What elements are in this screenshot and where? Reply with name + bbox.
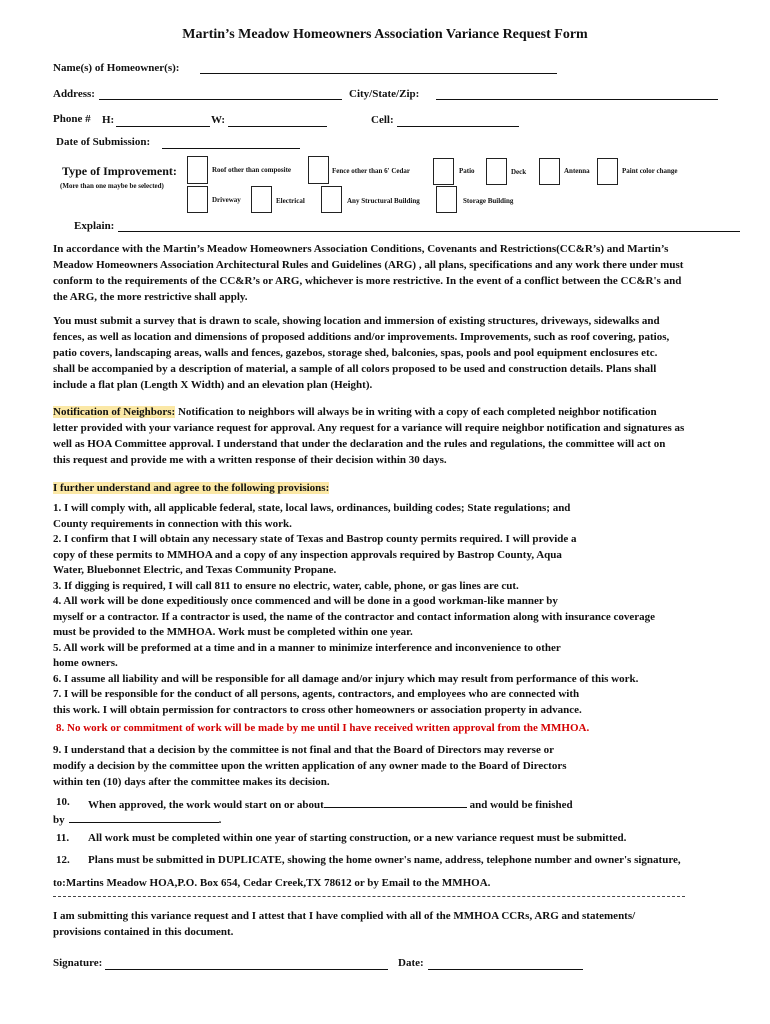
- provision-9-line-3: within ten (10) days after the committee makes its decision.: [53, 776, 330, 788]
- explain-label: Explain:: [74, 220, 115, 232]
- provision-11-text: All work must be completed within one year of starting construction, or a new variance request must be submitted.: [88, 832, 627, 844]
- provision-4-line-2: myself or a contractor. If a contractor is used, the name of the contractor and contact information along with insurance coverage: [53, 610, 656, 623]
- address-field[interactable]: [99, 86, 342, 100]
- home-phone-field[interactable]: [116, 113, 210, 127]
- neighbor-line-4: this request and provide me with a written response of their decision within 30 days.: [53, 454, 447, 466]
- provision-12-number: 12.: [56, 854, 70, 866]
- provisions-heading: I further understand and agree to the following provisions:: [53, 482, 330, 494]
- checkbox-fence[interactable]: [308, 156, 329, 184]
- survey-requirements-paragraph: [53, 313, 758, 393]
- type-of-improvement-label: Type of Improvement:: [62, 164, 177, 178]
- city-state-zip-field[interactable]: [436, 86, 718, 100]
- neighbor-line-1: Notification to neighbors will always be in writing with a copy of each completed neighbor notification: [175, 406, 657, 418]
- neighbor-line-3: well as HOA Committee approval. I understand that under the declaration and the rules and regulations, the committee will act on: [53, 438, 666, 450]
- checkbox-electrical[interactable]: [251, 186, 272, 213]
- provision-4-line-3: must be provided to the MMHOA. Work must be completed within one year.: [53, 626, 413, 638]
- provision-7-line-2: this work. I will obtain permission for contractors to cross other homeowners or association property in advance.: [53, 703, 582, 716]
- homeowner-names-field[interactable]: [200, 60, 557, 74]
- attest-line-1: I am submitting this variance request and I attest that I have complied with all of the MMHOA CCRs, ARG and statements/: [53, 910, 636, 922]
- ccr-line-4: the ARG, the more restrictive shall apply.: [53, 291, 248, 303]
- separator-line: [53, 896, 685, 897]
- date-of-submission-field[interactable]: [162, 135, 300, 149]
- option-fence-label: Fence other than 6' Cedar: [332, 167, 411, 175]
- option-roof-label: Roof other than composite: [212, 166, 292, 174]
- signature-field[interactable]: [105, 956, 388, 970]
- work-phone-field[interactable]: [228, 113, 327, 127]
- survey-line-1: You must submit a survey that is drawn to scale, showing location and immersion of existing structures, driveways, sidewalks and: [53, 315, 660, 327]
- neighbor-notification-paragraph: [53, 404, 758, 468]
- provision-12-text: Plans must be submitted in DUPLICATE, showing the home owner's name, address, telephone number and owner's signature,: [88, 854, 681, 866]
- checkbox-deck[interactable]: [486, 158, 507, 185]
- provision-9-line-2: modify a decision by the committee upon the written application of any owner made to the Board of Directors: [53, 760, 567, 772]
- provision-3-line-1: 3. If digging is required, I will call 811 to ensure no electric, water, cable, phone, or gas lines are cut.: [53, 579, 519, 592]
- city-state-zip-label: City/State/Zip:: [349, 88, 420, 100]
- cell-phone-label: Cell:: [371, 114, 394, 126]
- provision-10-line-1: [88, 796, 573, 811]
- provision-6-line-1: 6. I assume all liability and will be responsible for all damage and/or injury which may result from performance of this work.: [53, 672, 639, 685]
- checkbox-roof[interactable]: [187, 156, 208, 184]
- home-phone-label: H:: [102, 114, 115, 126]
- date-label: Date:: [398, 957, 424, 969]
- provision-10-by: by: [53, 814, 65, 826]
- provision-1-line-1: 1. I will comply with, all applicable federal, state, local laws, ordinances, building codes; State regulations; and: [53, 502, 571, 514]
- ccr-line-1: In accordance with the Martin’s Meadow Homeowners Association Conditions, Covenants and Restrictions(CC&R’s) and Martin’s: [53, 243, 669, 255]
- neighbor-notification-heading: Notification of Neighbors:: [53, 406, 176, 418]
- mailing-address: to:Martins Meadow HOA,P.O. Box 654, Cedar Creek,TX 78612 or by Email to the MMHOA.: [53, 877, 491, 889]
- checkbox-patio[interactable]: [433, 158, 454, 185]
- cell-phone-field[interactable]: [397, 113, 519, 127]
- survey-line-5: include a flat plan (Length X Width) and an elevation plan (Height).: [53, 379, 373, 391]
- provision-2-line-1: 2. I confirm that I will obtain any necessary state of Texas and Bastrop county permits required. I will provide a: [53, 533, 577, 545]
- provision-8: 8. No work or commitment of work will be made by me until I have received written approval from the MMHOA.: [56, 722, 590, 734]
- option-deck-label: Deck: [511, 168, 527, 176]
- provision-7-line-1: 7. I will be responsible for the conduct of all persons, agents, contractors, and employees who are connected with: [53, 688, 580, 700]
- attestation-paragraph: [53, 908, 758, 940]
- attest-line-2: provisions contained in this document.: [53, 926, 234, 938]
- checkbox-driveway[interactable]: [187, 186, 208, 213]
- provision-10-number: 10.: [56, 796, 70, 808]
- provision-5-line-1: 5. All work will be preformed at a time and in a manner to minimize interference and inconvenience to other: [53, 641, 561, 654]
- ccr-line-3: conform to the requirements of the CC&R’s or ARG, whichever is more restrictive. In the event of a conflict between the CC&R's and: [53, 275, 682, 287]
- provisions-list: [53, 501, 758, 718]
- neighbor-line-2: letter provided with your variance request for approval. Any request for a variance will require neighbor notification and signatures as: [53, 422, 685, 434]
- form-title: Martin’s Meadow Homeowners Association Variance Request Form: [182, 27, 588, 42]
- provision-10-text-start: When approved, the work would start on or about: [88, 799, 324, 811]
- option-driveway-label: Driveway: [212, 196, 241, 204]
- checkbox-storage-building[interactable]: [436, 186, 457, 213]
- provision-9-line-1: 9. I understand that a decision by the committee is not final and that the Board of Directors may reverse or: [53, 744, 554, 756]
- provision-10-text-finish: and would be finished: [466, 799, 573, 811]
- checkbox-paint-color[interactable]: [597, 158, 618, 185]
- work-phone-label: W:: [211, 114, 226, 126]
- provisions-heading-wrap: [53, 482, 329, 494]
- date-field[interactable]: [428, 956, 583, 970]
- checkbox-structural-building[interactable]: [321, 186, 342, 213]
- explain-field[interactable]: [118, 218, 740, 232]
- survey-line-4: shall be accompanied by a description of material, a sample of all colors proposed to be used and construction details. Plans shall: [53, 363, 657, 375]
- address-label: Address:: [53, 88, 95, 100]
- provision-5-line-2: home owners.: [53, 657, 118, 669]
- option-storage-building-label: Storage Building: [463, 197, 514, 205]
- phone-label: Phone #: [53, 113, 91, 125]
- work-finish-date-field[interactable]: [69, 811, 219, 823]
- provision-9: [53, 742, 758, 790]
- work-start-date-field[interactable]: [324, 796, 467, 808]
- option-patio-label: Patio: [459, 167, 475, 175]
- provision-4-line-1: 4. All work will be done expeditiously once commenced and will be done in a good workman-like manner by: [53, 595, 558, 607]
- multiple-selection-note: (More than one maybe be selected): [60, 182, 164, 190]
- ccr-compliance-paragraph: [53, 241, 758, 305]
- option-antenna-label: Antenna: [564, 167, 590, 175]
- homeowner-names-label: Name(s) of Homeowner(s):: [53, 62, 180, 74]
- provision-10-line-2: [53, 811, 221, 826]
- signature-label: Signature:: [53, 957, 103, 969]
- provision-11-number: 11.: [56, 832, 70, 844]
- provision-2-line-3: Water, Bluebonnet Electric, and Texas Community Propane.: [53, 564, 337, 576]
- date-of-submission-label: Date of Submission:: [56, 136, 151, 148]
- option-electrical-label: Electrical: [276, 197, 305, 205]
- survey-line-2: fences, as well as location and dimensions of proposed additions and/or improvements. Improvements, such as roof covering, patios,: [53, 331, 670, 343]
- survey-line-3: patio covers, landscaping areas, walls and fences, gazebos, storage shed, balconies, spas, pools and pool equipment enclosures etc.: [53, 347, 658, 359]
- option-paint-color-label: Paint color change: [622, 167, 678, 175]
- option-structural-building-label: Any Structural Building: [347, 197, 420, 205]
- ccr-line-2: Meadow Homeowners Association Architectural Rules and Guidelines (ARG) , all plans, specifications and any work there under must: [53, 259, 684, 271]
- checkbox-antenna[interactable]: [539, 158, 560, 185]
- provision-1-line-2: County requirements in connection with this work.: [53, 517, 292, 530]
- provision-10-period: .: [218, 814, 222, 826]
- provision-2-line-2: copy of these permits to MMHOA and a copy of any inspection approvals required by Bastrop County, Aqua: [53, 548, 562, 561]
